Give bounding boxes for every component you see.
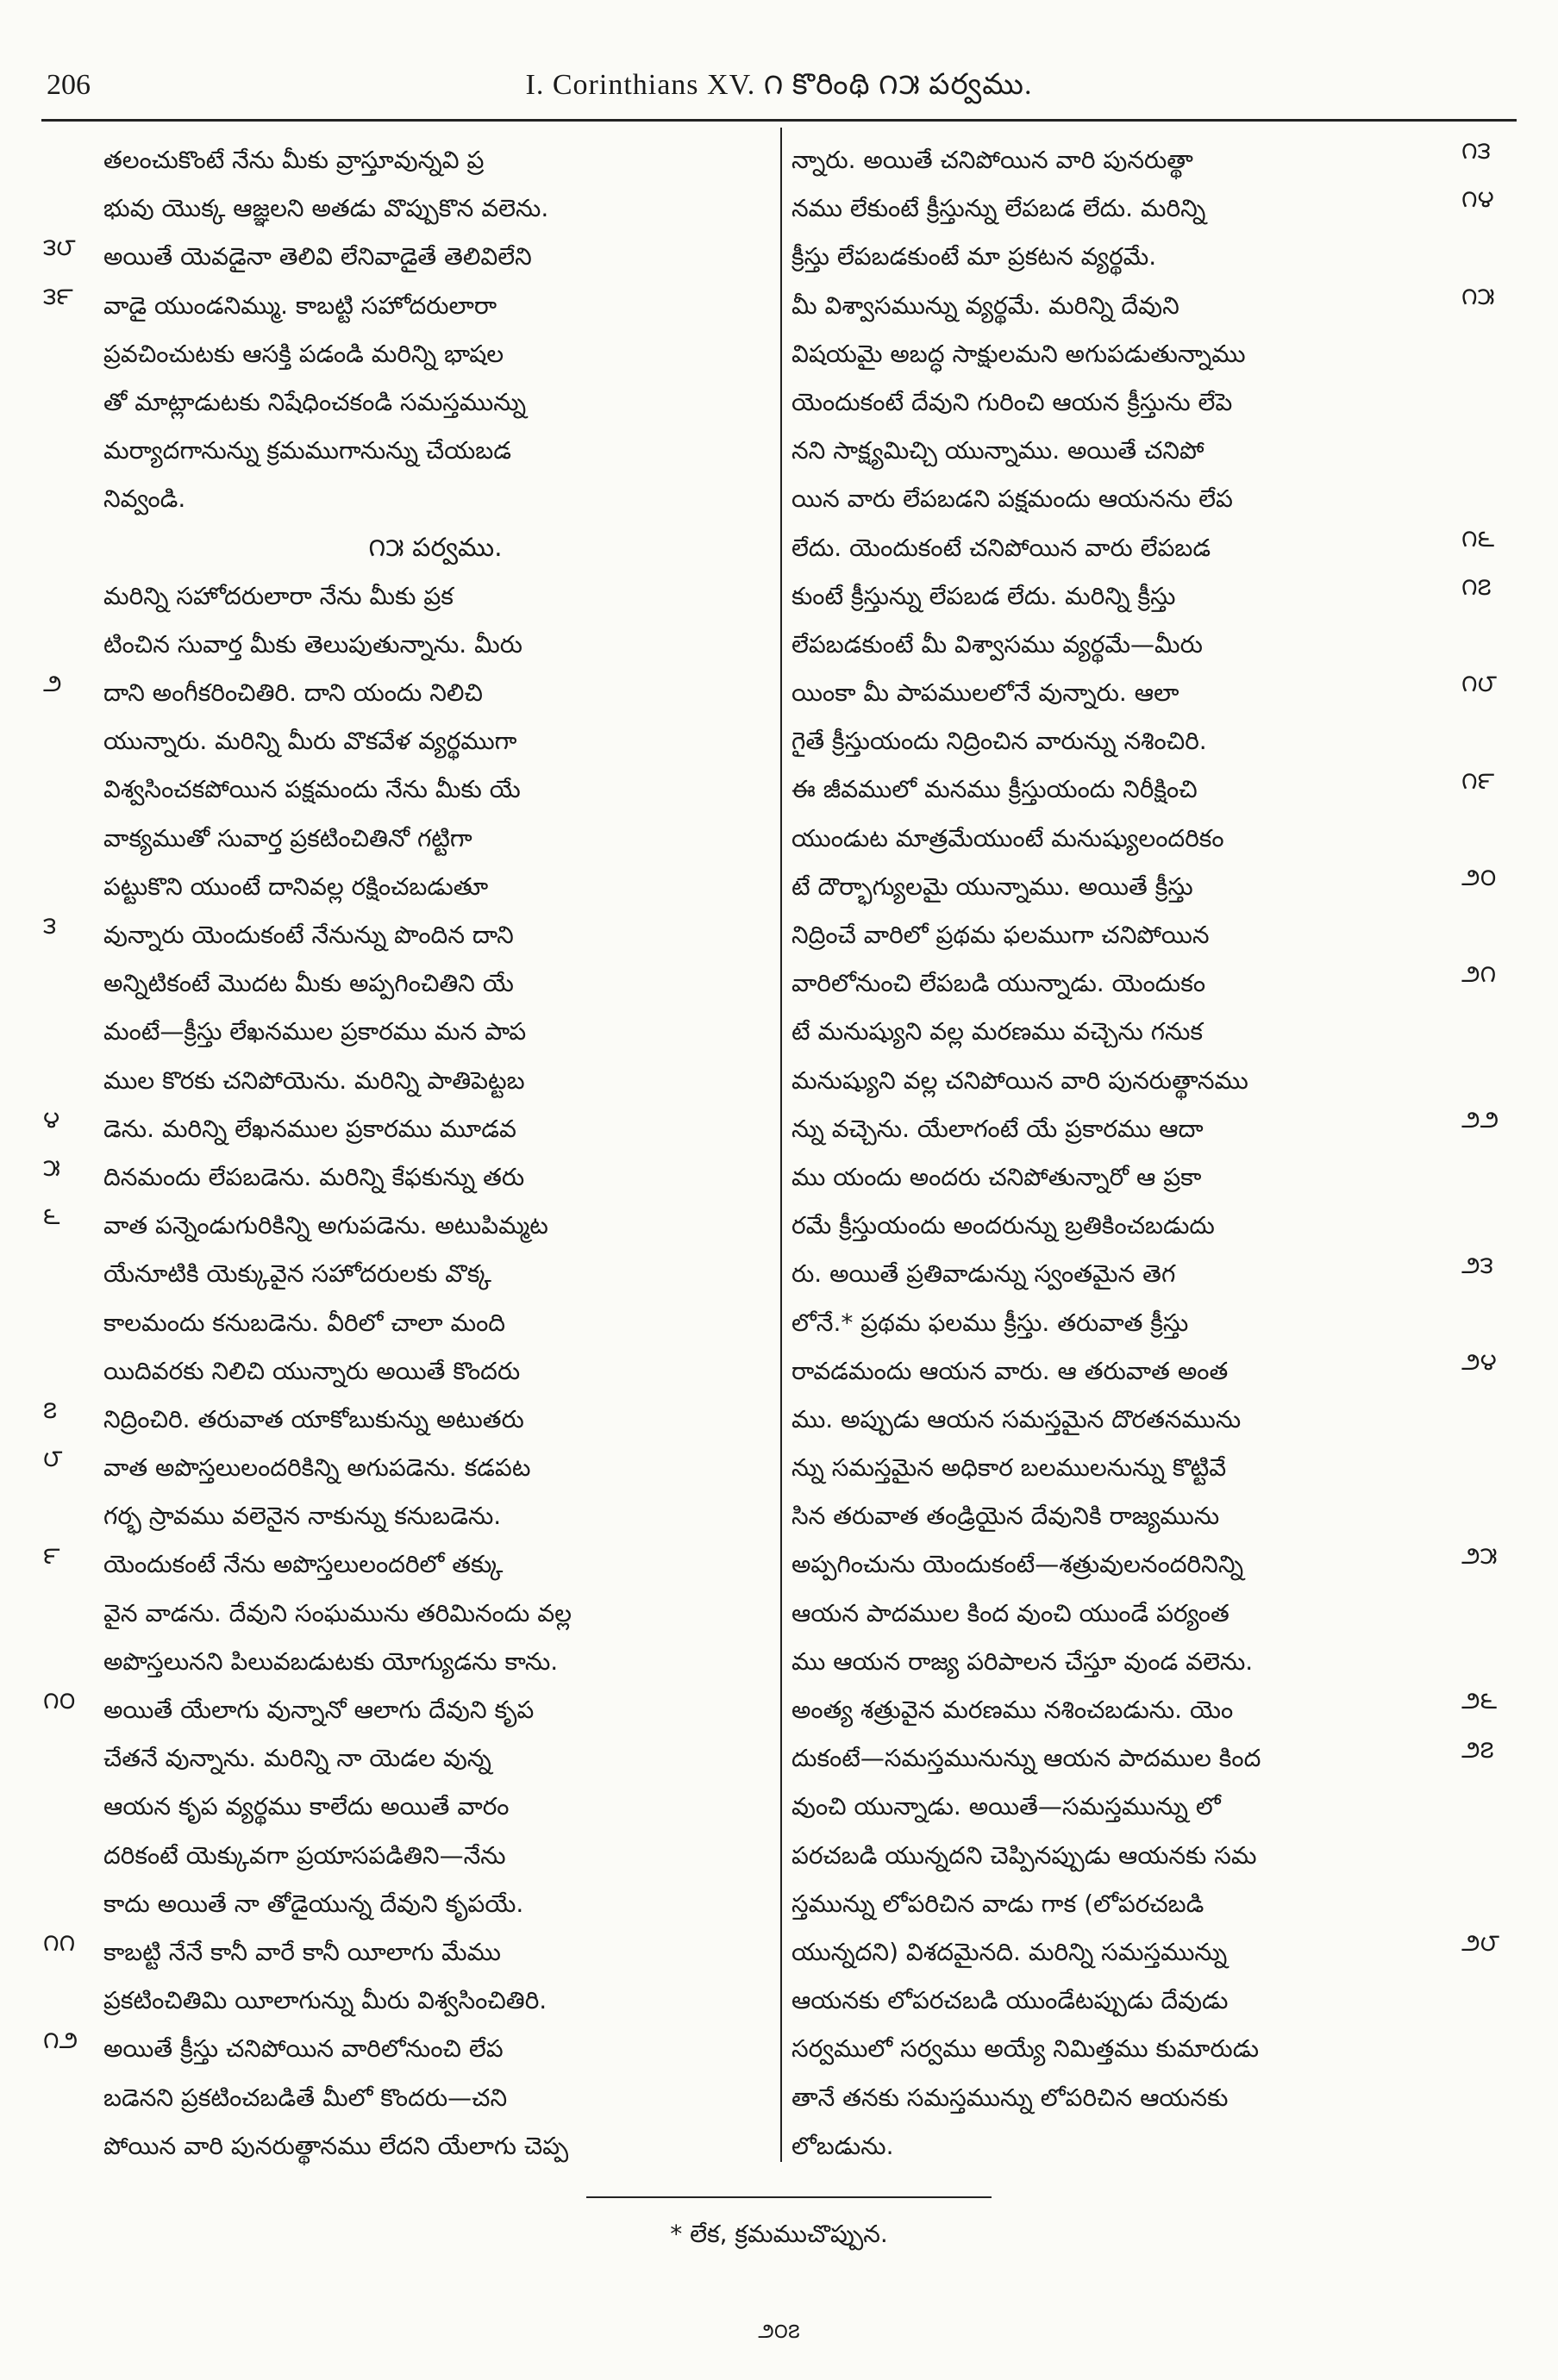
text-line: లేదు. యెందుకంటే చనిపోయిన వారు లేపబడ — [792, 533, 1211, 562]
text-line: విషయమై అబద్ధ సాక్షులమని అగుపడుతున్నాము — [792, 339, 1246, 368]
text-line: అయితే యేలాగు వున్నానో ఆలాగు దేవుని కృప — [103, 1696, 535, 1724]
text-line: మంటే—క్రీస్తు లేఖనముల ప్రకారము మన పాప — [103, 1017, 527, 1046]
text-line: కాదు అయితే నా తోడైయున్న దేవుని కృపయే. — [103, 1889, 524, 1918]
footnote: * లేక, క్రమముచొప్పున. — [670, 2220, 888, 2248]
text-line: యున్నదని) విశదమైనది. మరిన్ని సమస్తమున్ను — [792, 1937, 1228, 1966]
page-header — [43, 62, 1515, 114]
text-line: మనుష్యుని వల్ల చనిపోయిన వారి పునరుత్థానము — [792, 1065, 1248, 1095]
text-line: న్నారు. అయితే చనిపోయిన వారి పునరుత్థా — [792, 146, 1193, 174]
text-line: టించిన సువార్త మీకు తెలుపుతున్నాను. మీరు — [103, 629, 522, 659]
verse-number: ౧౯ — [1461, 765, 1495, 795]
text-line: డెను. మరిన్ని లేఖనముల ప్రకారము మూడవ — [103, 1114, 516, 1143]
verse-number: ౧౫ — [1461, 281, 1495, 310]
text-line: అంత్య శత్రువైన మరణము నశించబడును. యెం — [792, 1696, 1234, 1724]
text-line: వాత పన్నెండుగురికిన్ని అగుపడెను. అటుపిమ్మట — [103, 1211, 548, 1240]
text-line: యింకా మీ పాపములలోనే వున్నారు. ఆలా — [792, 678, 1179, 708]
text-line: తలంచుకొంటే నేను మీకు వ్రాస్తూవున్నవి ప్ర — [103, 146, 485, 174]
verse-number: ౬ — [43, 1202, 60, 1231]
text-line: అయితే యెవడైనా తెలివి లేనివాడైతే తెలివిలేని — [103, 242, 532, 272]
text-line: దుకంటే—సమస్తమునున్ను ఆయన పాదముల కింద — [792, 1744, 1261, 1773]
verse-number: ౯ — [43, 1540, 60, 1570]
verse-number: ౨౫ — [1461, 1540, 1498, 1570]
text-line: చేతనే వున్నాను. మరిన్ని నా యెడల వున్న — [103, 1744, 491, 1773]
text-line: గైతే క్రీస్తుయందు నిద్రించిన వారున్ను నశించిరి. — [792, 727, 1207, 756]
text-line: యిదివరకు నిలిచి యున్నారు అయితే కొందరు — [103, 1356, 521, 1385]
text-line: ముల కొరకు చనిపోయెను. మరిన్ని పాతిపెట్టబ — [103, 1065, 525, 1095]
text-line: రమే క్రీస్తుయందు అందరున్ను బ్రతికించబడుదు — [792, 1211, 1215, 1240]
right-column — [792, 136, 1455, 2160]
verse-number: ౧౧ — [43, 1928, 76, 1958]
left-column — [103, 136, 767, 2160]
verse-number: ౨౧ — [1461, 959, 1497, 989]
verse-number: ౨౭ — [1461, 1734, 1494, 1764]
text-line: లోబడును. — [792, 2131, 894, 2160]
verse-number: ౧౦ — [43, 1686, 76, 1715]
text-line: లేపబడకుంటే మీ విశ్వాసము వ్యర్థమే—మీరు — [792, 629, 1203, 659]
text-line: నని సాక్ష్యమిచ్చి యున్నాము. అయితే చనిపో — [792, 436, 1204, 465]
text-line: రు. అయితే ప్రతివాడున్ను స్వంతమైన తెగ — [792, 1259, 1176, 1289]
signature-mark: ౨౦౭ — [758, 2319, 800, 2343]
text-line: న్ను సమస్తమైన అధికార బలములనున్ను కొట్టివే — [792, 1453, 1227, 1483]
text-line: పోయిన వారి పునరుత్థానము లేదని యేలాగు చెప్ప — [103, 2131, 569, 2160]
text-line: గర్భ స్రావము వలెనైన నాకున్ను కనుబడెను. — [103, 1502, 502, 1531]
text-line: సిన తరువాత తండ్రియైన దేవునికి రాజ్యమును — [792, 1502, 1220, 1531]
text-line: టే దౌర్భాగ్యులమై యున్నాము. అయితే క్రీస్తు — [792, 871, 1193, 901]
running-title: I. Corinthians XV. ౧ కొరింథి ౧౫ పర్వము. — [525, 69, 1033, 101]
text-line: ప్రకటించితిమి యీలాగున్ను మీరు విశ్వసించితిరి. — [103, 1986, 547, 2015]
text-line: ౧౫ పర్వము. — [368, 532, 503, 563]
text-line: భువు యొక్క ఆజ్ఞలని అతడు వొప్పుకొన వలెను. — [103, 194, 549, 223]
text-line: నివ్వండి. — [103, 484, 186, 514]
text-line: వాక్యముతో సువార్త ప్రకటించితినో గట్టిగా — [103, 823, 472, 853]
text-line: అయితే క్రీస్తు చనిపోయిన వారిలోనుంచి లేప — [103, 2034, 504, 2064]
text-line: సర్వములో సర్వము అయ్యే నిమిత్తము కుమారుడు — [792, 2034, 1260, 2064]
text-line: మీ విశ్వాసమున్ను వ్యర్థమే. మరిన్ని దేవుని — [792, 290, 1179, 320]
text-line: మర్యాదగానున్ను క్రమముగానున్ను చేయబడ — [103, 436, 511, 465]
text-line: అపొస్తలునని పిలువబడుటకు యోగ్యుడను కాను. — [103, 1646, 559, 1676]
text-line: అన్నిటికంటే మొదట మీకు అప్పగించితిని యే — [103, 969, 514, 998]
text-line: ఆయన కృప వ్యర్థము కాలేదు అయితే వారం — [103, 1792, 510, 1821]
verse-number: ౨౦ — [1461, 863, 1497, 891]
text-line: ము యందు అందరు చనిపోతున్నారో ఆ ప్రకా — [792, 1162, 1202, 1191]
verse-number: ౪ — [43, 1105, 60, 1134]
text-line: వైన వాడను. దేవుని సంఘమును తరిమినందు వల్ల — [103, 1598, 572, 1627]
text-line: కాలమందు కనుబడెను. వీరిలో చాలా మంది — [103, 1308, 506, 1337]
text-line: ప్రవచించుటకు ఆసక్తి పడండి మరిన్ని భాషల — [103, 339, 504, 368]
text-line: యిన వారు లేపబడని పక్షమందు ఆయనను లేప — [792, 484, 1233, 514]
verse-number: ౫ — [43, 1153, 60, 1183]
text-line: పరచబడి యున్నదని చెప్పినప్పుడు ఆయనకు సమ — [792, 1840, 1257, 1870]
text-line: విశ్వసించకపోయిన పక్షమందు నేను మీకు యే — [103, 775, 521, 804]
text-line: స్తమున్ను లోపరిచిన వాడు గాక (లోపరచబడి — [792, 1889, 1204, 1918]
text-line: కుంటే క్రీస్తున్ను లేపబడ లేదు. మరిన్ని క్రీస్తు — [792, 581, 1176, 610]
column-divider — [780, 128, 782, 2162]
verse-number: ౨౮ — [1461, 1928, 1500, 1958]
verse-number: ౮ — [43, 1444, 63, 1473]
text-line: ఆయనకు లోపరచబడి యుండేటప్పుడు దేవుడు — [792, 1986, 1229, 2015]
verse-number: ౩౮ — [43, 233, 76, 262]
verse-number: ౨ — [43, 669, 62, 698]
text-line: నము లేకుంటే క్రీస్తున్ను లేపబడ లేదు. మరిన్ని — [792, 194, 1206, 223]
text-line: యెందుకంటే దేవుని గురించి ఆయన క్రీస్తును లేపె — [792, 387, 1233, 416]
text-line: ము ఆయన రాజ్య పరిపాలన చేస్తూ వుండ వలెను. — [792, 1646, 1254, 1676]
verse-number: ౩ — [43, 911, 57, 940]
text-line: నిద్రించిరి. తరువాత యాకోబుకున్ను అటుతరు — [103, 1404, 524, 1434]
text-line: ఆయన పాదముల కింద వుంచి యుండే పర్యంత — [792, 1598, 1230, 1627]
text-line: బడెనని ప్రకటించబడితే మీలో కొందరు—చని — [103, 2083, 508, 2112]
verse-number: ౨౨ — [1461, 1105, 1499, 1134]
text-line: ఈ జీవములో మనము క్రీస్తుయందు నిరీక్షించి — [792, 775, 1198, 804]
verse-number: ౨౩ — [1461, 1250, 1493, 1279]
text-line: యున్నారు. మరిన్ని మీరు వొకవేళ వ్యర్థముగా — [103, 727, 517, 756]
text-line: ము. అప్పుడు ఆయన సమస్తమైన దొరతనమును — [792, 1404, 1242, 1434]
text-line: రావడమందు ఆయన వారు. ఆ తరువాత అంత — [792, 1356, 1229, 1385]
verse-number: ౧౭ — [1461, 572, 1492, 601]
text-line: లోనే.* ప్రథమ ఫలము క్రీస్తు. తరువాత క్రీస్తు — [792, 1308, 1189, 1337]
text-line: దినమందు లేపబడెను. మరిన్ని కేఫకున్ను తరు — [103, 1162, 525, 1191]
text-line: దరికంటే యెక్కువగా ప్రయాసపడితిని—నేను — [103, 1840, 506, 1870]
text-line: తానే తనకు సమస్తమున్ను లోపరిచిన ఆయనకు — [792, 2083, 1229, 2112]
verse-number: ౭ — [43, 1396, 58, 1425]
text-line: కాబట్టి నేనే కానీ వారే కానీ యీలాగు మేము — [103, 1937, 501, 1966]
text-line: అప్పగించును యెందుకంటే—శత్రువులనందరినిన్ని — [792, 1550, 1244, 1579]
text-line: వాడై యుండనిమ్ము. కాబట్టి సహోదరులారా — [103, 290, 497, 320]
text-line: వుంచి యున్నాడు. అయితే—సమస్తమున్ను లో — [792, 1792, 1221, 1821]
text-line: న్ను వచ్చెను. యేలాగంటే యే ప్రకారము ఆదా — [792, 1114, 1204, 1143]
verse-number: ౨౪ — [1461, 1347, 1497, 1376]
text-line: మరిన్ని సహోదరులారా నేను మీకు ప్రక — [103, 581, 454, 610]
verse-number: ౧౩ — [1461, 136, 1491, 165]
verse-number: ౧౬ — [1461, 523, 1495, 553]
verse-number: ౧౨ — [43, 2025, 78, 2054]
text-line: యెందుకంటే నేను అపొస్తలులందరిలో తక్కు — [103, 1550, 504, 1579]
text-line: తో మాట్లాడుటకు నిషేధించకండి సమస్తమున్ను — [103, 387, 527, 416]
verse-number: ౩౯ — [43, 281, 73, 310]
verse-number: ౨౬ — [1461, 1686, 1498, 1715]
text-line: దాని అంగీకరించితిరి. దాని యందు నిలిచి — [103, 678, 483, 708]
text-line: పట్టుకొని యుంటే దానివల్ల రక్షించబడుతూ — [103, 871, 489, 901]
text-line: వున్నారు యెందుకంటే నేనున్ను పొందిన దాని — [103, 921, 514, 949]
text-line: టే మనుష్యుని వల్ల మరణము వచ్చెను గనుక — [792, 1017, 1204, 1046]
verse-number: ౧౮ — [1461, 669, 1498, 698]
page-number: 206 — [47, 69, 91, 101]
header-rule — [41, 119, 1517, 122]
text-line: యేనూటికి యెక్కువైన సహోదరులకు వొక్క — [103, 1259, 491, 1289]
text-line: యుండుట మాత్రమేయుంటే మనుష్యులందరికం — [792, 823, 1224, 853]
text-line: నిద్రించే వారిలో ప్రథమ ఫలముగా చనిపోయిన — [792, 921, 1210, 949]
footnote-rule — [586, 2196, 992, 2198]
text-line: వాత అపొస్తలులందరికిన్ని అగుపడెను. కడపట — [103, 1453, 531, 1483]
text-line: వారిలోనుంచి లేపబడి యున్నాడు. యెందుకం — [792, 969, 1206, 998]
text-line: క్రీస్తు లేపబడకుంటే మా ప్రకటన వ్యర్థమే. — [792, 242, 1157, 272]
verse-number: ౧౪ — [1461, 184, 1494, 214]
